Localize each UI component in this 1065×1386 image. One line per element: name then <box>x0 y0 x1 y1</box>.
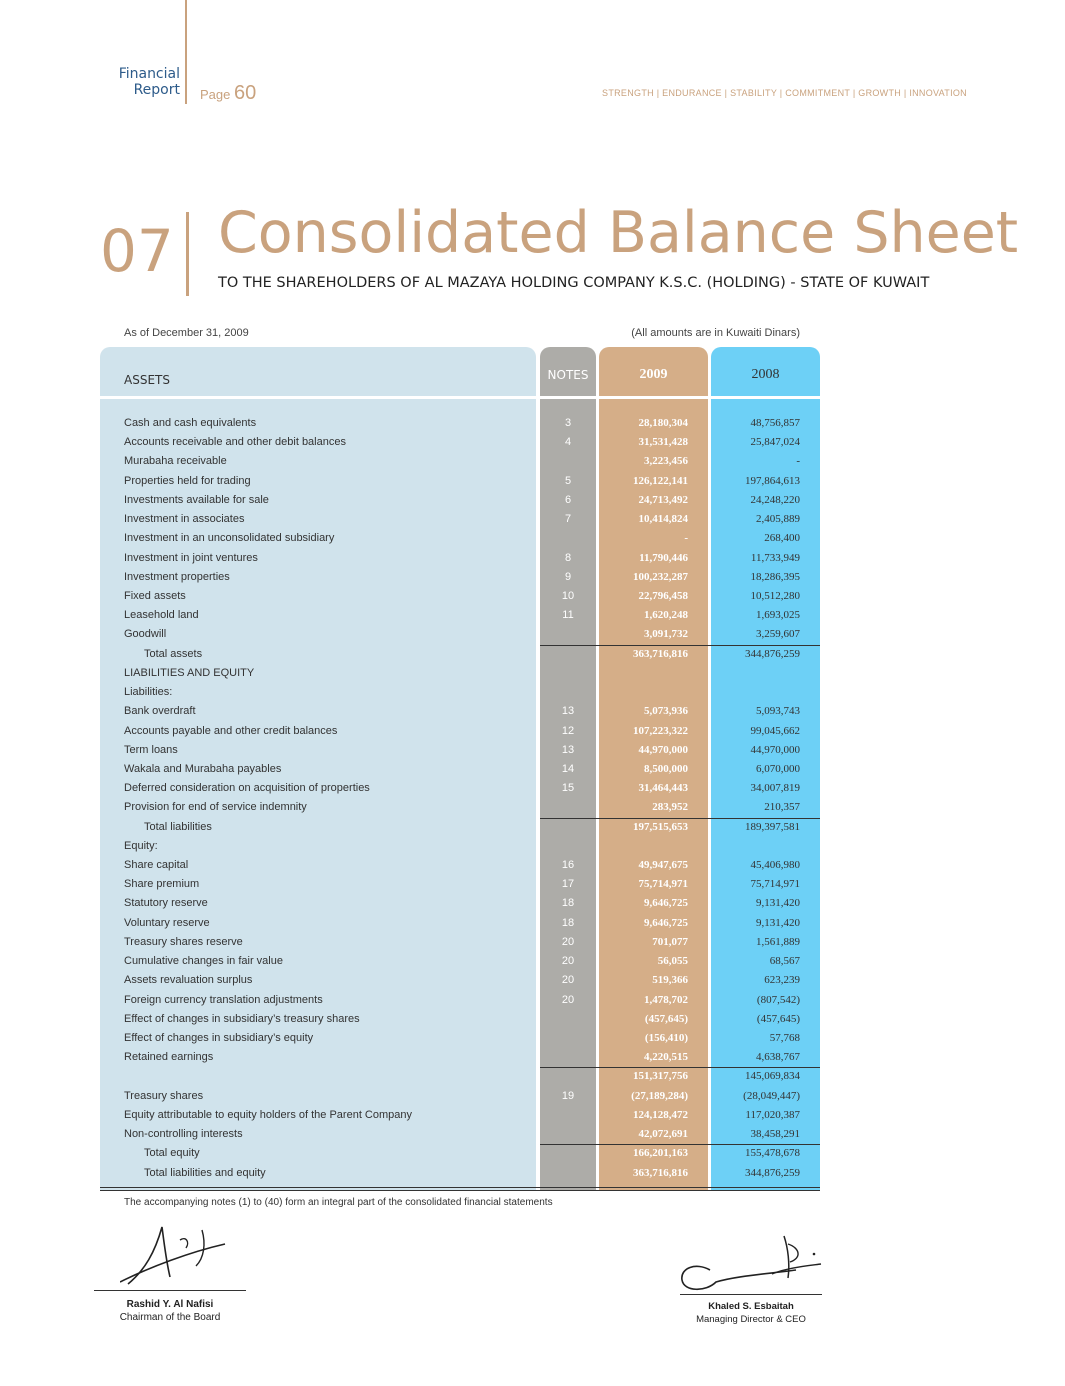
row-label: Investment in associates <box>124 513 245 526</box>
row-value-2009: 519,366 <box>652 974 688 987</box>
row-note: 17 <box>561 878 575 891</box>
tagline: STRENGTH | ENDURANCE | STABILITY | COMMITMENT | GROWTH | INNOVATION <box>602 88 967 98</box>
row-value-2009: 363,716,816 <box>633 1166 688 1179</box>
section-number: 07 <box>100 217 174 285</box>
row-label: Foreign currency translation adjustments <box>124 993 323 1006</box>
table-row <box>0 1125 1065 1144</box>
row-note: 10 <box>561 589 575 602</box>
row-label: Leasehold land <box>124 609 199 622</box>
row-value-2008: 197,864,613 <box>745 474 800 487</box>
table-row <box>0 875 1065 894</box>
row-label: Bank overdraft <box>124 705 196 718</box>
row-value-2008: 18,286,395 <box>750 570 800 583</box>
row-value-2008: 623,239 <box>764 974 800 987</box>
row-label: Share premium <box>124 878 200 891</box>
row-label: Term loans <box>124 743 178 756</box>
row-label: Share capital <box>124 859 189 872</box>
row-label: Statutory reserve <box>124 897 208 910</box>
row-note: 18 <box>561 897 575 910</box>
row-value-2008: 1,561,889 <box>756 935 800 948</box>
row-value-2009: 22,796,458 <box>638 589 688 602</box>
year-2008-header: 2008 <box>751 367 780 382</box>
row-label: Effect of changes in subsidiary’s equity <box>124 1032 314 1044</box>
table-row <box>0 741 1065 760</box>
table-bottom-rule-double <box>100 1190 820 1191</box>
row-label: Provision for end of service indemnity <box>124 801 307 814</box>
row-value-2008: 2,405,889 <box>756 513 800 526</box>
footnote: The accompanying notes (1) to (40) form an integral part of the consolidated financial statements <box>124 1197 553 1208</box>
balance-sheet-table <box>0 414 1065 1183</box>
row-value-2008: 44,970,000 <box>750 743 800 756</box>
row-value-2009: 100,232,287 <box>633 570 688 583</box>
row-value-2009: 151,317,756 <box>633 1070 688 1083</box>
as-of-date: As of December 31, 2009 <box>124 327 249 339</box>
table-row <box>0 952 1065 971</box>
page-title: Consolidated Balance Sheet <box>218 200 1019 266</box>
row-value-2009: 1,478,702 <box>644 993 688 1006</box>
row-label: Murabaha receivable <box>124 455 227 468</box>
row-value-2009: 197,515,653 <box>633 820 688 833</box>
table-row <box>0 991 1065 1010</box>
table-row <box>0 510 1065 529</box>
row-value-2008: 57,768 <box>769 1032 800 1044</box>
row-value-2008: (28,049,447) <box>743 1089 800 1102</box>
table-row <box>0 798 1065 817</box>
row-value-2009: (457,645) <box>644 1012 688 1025</box>
row-value-2009: 5,073,936 <box>644 705 688 718</box>
row-value-2008: 99,045,662 <box>750 724 800 737</box>
row-note: 5 <box>564 474 572 487</box>
row-note: 12 <box>561 724 575 737</box>
table-row <box>0 1029 1065 1048</box>
report-label: Financial Report <box>118 66 180 98</box>
row-value-2009: 8,500,000 <box>644 762 688 775</box>
row-value-2008: 117,020,387 <box>745 1108 800 1121</box>
chairman-role: Chairman of the Board <box>119 1312 221 1323</box>
row-label: Deferred consideration on acquisition of properties <box>124 782 370 795</box>
row-note: 8 <box>564 551 572 564</box>
table-row <box>0 760 1065 779</box>
table-row <box>0 1164 1065 1183</box>
row-label: Non-controlling interests <box>124 1128 243 1141</box>
row-value-2009: 11,790,446 <box>639 551 688 564</box>
row-value-2008: (457,645) <box>756 1012 800 1025</box>
row-note: 7 <box>564 513 572 526</box>
row-label: Equity attributable to equity holders of the Parent Company <box>124 1108 413 1121</box>
table-row <box>0 549 1065 568</box>
row-note: 20 <box>561 955 575 968</box>
table-row <box>0 818 1065 837</box>
row-note: 4 <box>564 436 572 449</box>
row-value-2008: 34,007,819 <box>750 782 800 795</box>
row-value-2008: 155,478,678 <box>745 1147 800 1160</box>
row-value-2009: (27,189,284) <box>631 1089 688 1102</box>
table-row <box>0 1067 1065 1086</box>
row-value-2009: 31,464,443 <box>638 782 688 795</box>
row-value-2008: 189,397,581 <box>745 820 800 833</box>
row-label: Effect of changes in subsidiary’s treasury shares <box>124 1012 360 1025</box>
row-note: 15 <box>561 782 575 795</box>
row-value-2009: 31,531,428 <box>638 436 688 449</box>
row-value-2008: 24,248,220 <box>750 493 800 506</box>
row-value-2009: 10,414,824 <box>638 513 688 526</box>
row-value-2008: 145,069,834 <box>745 1070 800 1083</box>
row-value-2009: 9,646,725 <box>644 916 688 929</box>
row-value-2009: 24,713,492 <box>638 493 688 506</box>
row-value-2009: 56,055 <box>657 955 688 968</box>
table-row <box>0 1106 1065 1125</box>
notes-header: NOTES <box>547 368 589 382</box>
table-row <box>0 702 1065 721</box>
row-value-2009: 44,970,000 <box>638 743 688 756</box>
row-label: Accounts receivable and other debit balances <box>124 436 346 449</box>
table-row <box>0 529 1065 548</box>
table-row <box>0 606 1065 625</box>
row-value-2008: - <box>796 455 800 468</box>
row-note: 20 <box>561 935 575 948</box>
row-label: Accounts payable and other credit balances <box>124 724 338 737</box>
ceo-signature <box>676 1234 826 1296</box>
row-value-2009: 49,947,675 <box>638 859 688 872</box>
row-value-2008: 344,876,259 <box>745 1166 800 1179</box>
page-subtitle: TO THE SHAREHOLDERS OF AL MAZAYA HOLDING COMPANY K.S.C. (HOLDING) - STATE OF KUWAIT <box>218 275 930 291</box>
row-value-2009: 283,952 <box>652 801 688 814</box>
row-value-2009: 107,223,322 <box>633 724 688 737</box>
row-note: 18 <box>561 916 575 929</box>
row-label: Equity: <box>124 839 158 852</box>
row-value-2009: 3,091,732 <box>644 628 688 641</box>
row-label: Properties held for trading <box>124 474 251 487</box>
row-note: 20 <box>561 993 575 1006</box>
row-value-2009: 3,223,456 <box>644 455 688 468</box>
row-value-2008: 38,458,291 <box>750 1128 800 1141</box>
row-label: Liabilities: <box>124 686 173 699</box>
row-label: Total assets <box>144 647 203 660</box>
row-value-2008: 10,512,280 <box>750 589 800 602</box>
table-row <box>0 837 1065 856</box>
row-label: Investment properties <box>124 570 230 583</box>
table-row <box>0 779 1065 798</box>
row-note: 14 <box>561 762 575 775</box>
row-value-2009: 363,716,816 <box>633 647 688 660</box>
section-divider <box>186 212 189 296</box>
row-value-2009: 124,128,472 <box>633 1108 688 1121</box>
assets-header: ASSETS <box>124 373 170 387</box>
row-label: Investment in an unconsolidated subsidiary <box>124 532 335 545</box>
table-row <box>0 1087 1065 1106</box>
row-label: Assets revaluation surplus <box>124 974 253 987</box>
table-row <box>0 433 1065 452</box>
row-label: Treasury shares <box>124 1089 204 1102</box>
row-value-2008: 1,693,025 <box>756 609 800 622</box>
table-row <box>0 971 1065 990</box>
row-value-2008: 68,567 <box>769 955 800 968</box>
currency-note: (All amounts are in Kuwaiti Dinars) <box>631 327 800 339</box>
row-label: LIABILITIES AND EQUITY <box>124 666 255 679</box>
row-label: Cumulative changes in fair value <box>124 955 283 968</box>
table-row <box>0 894 1065 913</box>
row-value-2009: 1,620,248 <box>644 609 688 622</box>
chairman-signature <box>120 1222 230 1292</box>
row-label: Total liabilities and equity <box>144 1166 266 1179</box>
row-value-2008: 9,131,420 <box>756 916 800 929</box>
page-indicator: Page 60 <box>200 82 257 104</box>
row-label: Total liabilities <box>144 820 212 833</box>
row-value-2009: 9,646,725 <box>644 897 688 910</box>
row-note: 13 <box>561 743 575 756</box>
row-value-2009: 126,122,141 <box>633 474 688 487</box>
row-label: Total equity <box>144 1147 200 1160</box>
table-row <box>0 452 1065 471</box>
table-row <box>0 491 1065 510</box>
row-value-2009: (156,410) <box>644 1032 688 1044</box>
signature-line-ceo <box>680 1294 822 1295</box>
row-note: 3 <box>564 417 572 429</box>
row-value-2008: 9,131,420 <box>756 897 800 910</box>
table-row <box>0 1144 1065 1163</box>
row-value-2008: 4,638,767 <box>756 1051 800 1064</box>
table-row <box>0 914 1065 933</box>
table-row <box>0 1010 1065 1029</box>
table-row <box>0 933 1065 952</box>
table-row <box>0 587 1065 606</box>
row-value-2008: 25,847,024 <box>750 436 800 449</box>
table-bottom-rule <box>100 1187 820 1188</box>
row-value-2009: 75,714,971 <box>638 878 688 891</box>
row-label: Investments available for sale <box>124 493 269 506</box>
row-value-2008: 6,070,000 <box>756 762 800 775</box>
row-label: Retained earnings <box>124 1051 214 1064</box>
table-row <box>0 625 1065 644</box>
row-note: 19 <box>561 1089 575 1102</box>
row-label: Wakala and Murabaha payables <box>124 762 282 775</box>
row-value-2008: 45,406,980 <box>750 859 800 872</box>
row-value-2008: 11,733,949 <box>750 551 800 564</box>
row-value-2008: (807,542) <box>756 993 800 1006</box>
table-row <box>0 1048 1065 1067</box>
row-value-2008: 344,876,259 <box>745 647 800 660</box>
row-label: Fixed assets <box>124 589 186 602</box>
row-label: Goodwill <box>124 628 167 641</box>
row-label: Voluntary reserve <box>124 916 210 929</box>
chairman-name: Rashid Y. Al Nafisi <box>126 1299 214 1310</box>
row-note: 9 <box>564 570 572 583</box>
table-row <box>0 683 1065 702</box>
header-divider <box>185 0 187 104</box>
row-note: 16 <box>561 859 575 872</box>
table-row <box>0 645 1065 664</box>
table-row <box>0 414 1065 433</box>
row-label: Cash and cash equivalents <box>124 417 257 429</box>
signature-line-chairman <box>94 1290 246 1291</box>
year-2009-header: 2009 <box>639 367 668 382</box>
row-note: 13 <box>561 705 575 718</box>
row-value-2008: 210,357 <box>764 801 800 814</box>
row-value-2009: 4,220,515 <box>644 1051 688 1064</box>
header-separator <box>100 396 820 399</box>
ceo-role: Managing Director & CEO <box>696 1314 806 1325</box>
table-row <box>0 568 1065 587</box>
row-value-2008: 268,400 <box>764 532 800 545</box>
row-label: Investment in joint ventures <box>124 551 258 564</box>
row-value-2008: 48,756,857 <box>750 417 800 429</box>
table-row <box>0 856 1065 875</box>
row-label: Treasury shares reserve <box>124 935 243 948</box>
row-value-2009: 42,072,691 <box>638 1128 688 1141</box>
row-value-2009: 28,180,304 <box>638 417 688 429</box>
row-note: 11 <box>562 609 574 622</box>
table-row <box>0 472 1065 491</box>
row-value-2008: 75,714,971 <box>750 878 800 891</box>
row-value-2008: 5,093,743 <box>756 705 800 718</box>
row-value-2009: - <box>684 532 688 545</box>
row-value-2009: 701,077 <box>652 935 688 948</box>
table-row <box>0 664 1065 683</box>
row-note: 6 <box>564 493 572 506</box>
row-value-2009: 166,201,163 <box>633 1147 688 1160</box>
row-note: 20 <box>561 974 575 987</box>
row-value-2008: 3,259,607 <box>756 628 800 641</box>
ceo-name: Khaled S. Esbaitah <box>708 1301 794 1312</box>
table-row <box>0 722 1065 741</box>
